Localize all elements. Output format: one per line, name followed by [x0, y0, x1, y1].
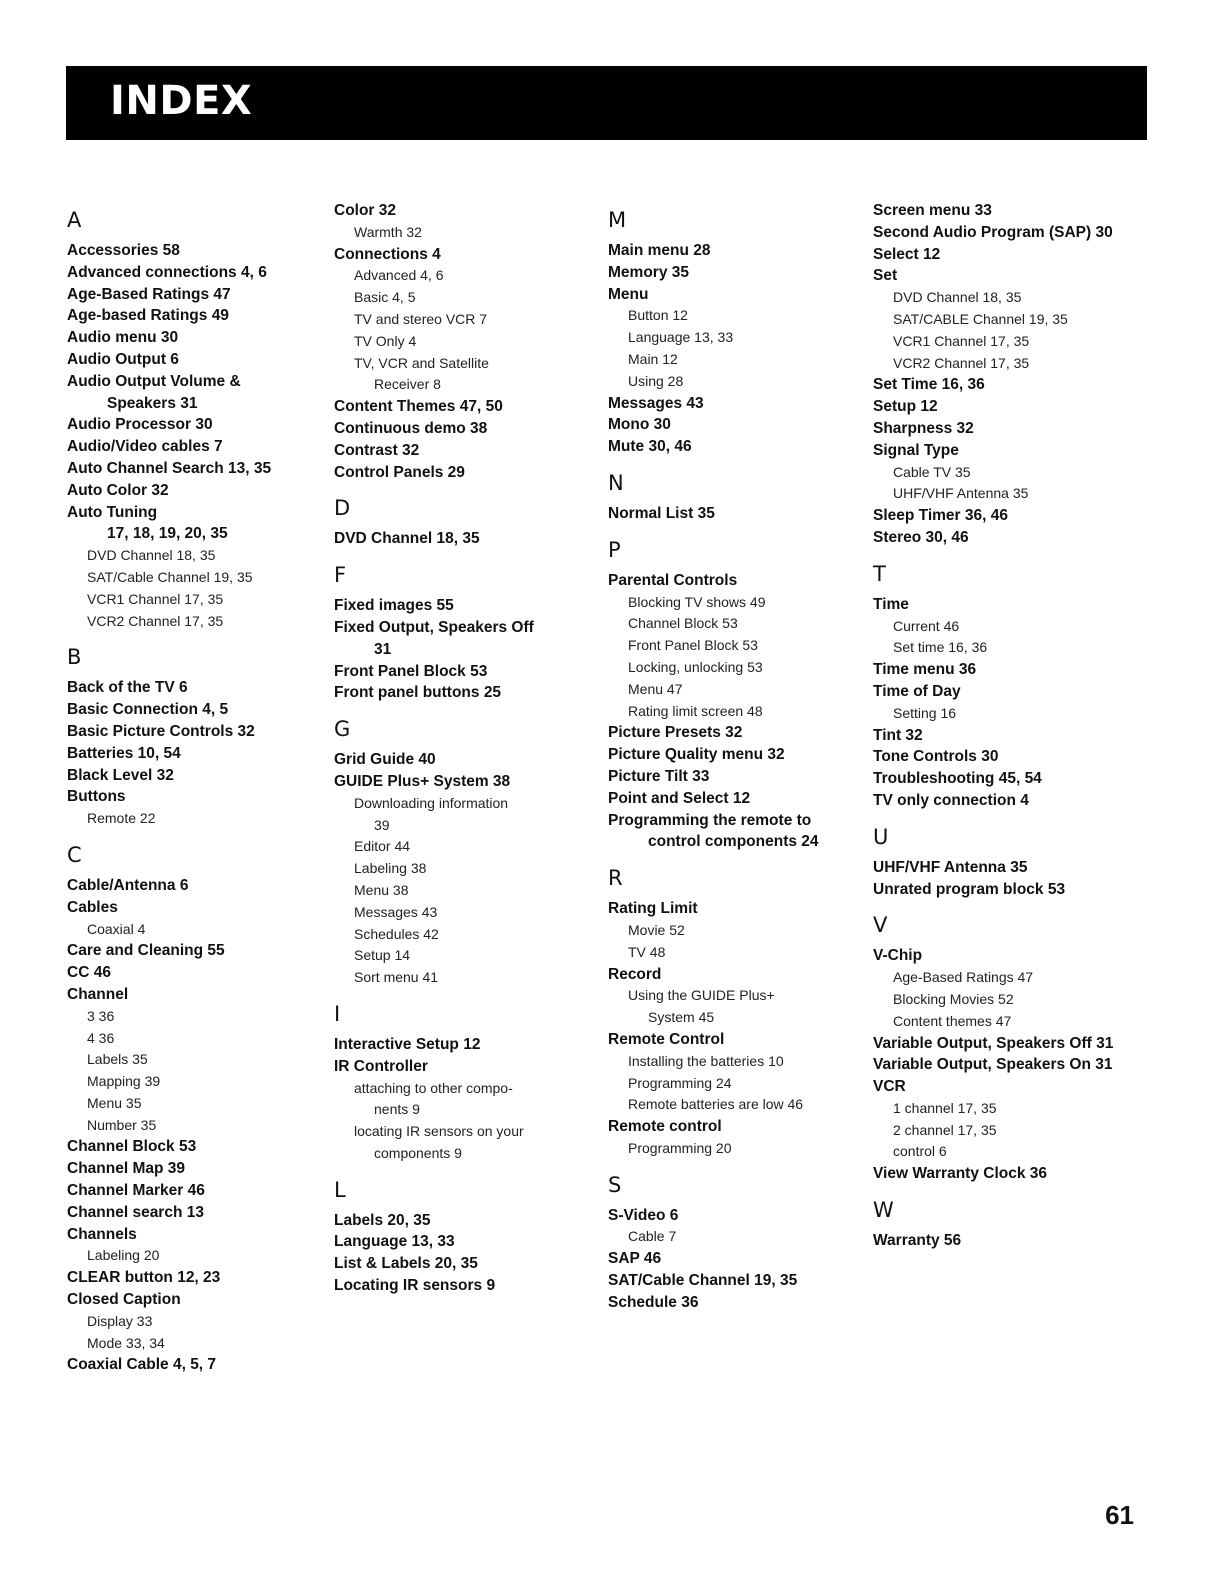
index-subentry: TV 48 — [628, 943, 666, 960]
index-entry: Time of Day — [873, 682, 961, 700]
index-subentry-continuation: components 9 — [374, 1144, 462, 1161]
index-subentry: Movie 52 — [628, 921, 685, 938]
index-entry: DVD Channel 18, 35 — [334, 530, 480, 548]
index-subentry: Channel Block 53 — [628, 615, 738, 632]
index-entry: Memory 35 — [608, 263, 689, 281]
section-letter: L — [334, 1177, 346, 1202]
index-entry: S-Video 6 — [608, 1206, 679, 1224]
index-entry: Sleep Timer 36, 46 — [873, 507, 1008, 525]
index-subentry: TV Only 4 — [354, 332, 417, 349]
index-subentry: Labeling 20 — [87, 1247, 160, 1264]
index-subentry: VCR1 Channel 17, 35 — [87, 590, 224, 607]
index-column-3 — [608, 200, 858, 1314]
index-entry: Tone Controls 30 — [873, 748, 999, 766]
index-entry: IR Controller — [334, 1057, 428, 1075]
index-subentry: Main 12 — [628, 350, 678, 367]
index-entry: Audio/Video cables 7 — [67, 438, 223, 456]
index-entry: Stereo 30, 46 — [873, 528, 969, 546]
index-subentry: TV and stereo VCR 7 — [354, 310, 488, 327]
index-entry: Fixed images 55 — [334, 597, 454, 615]
index-entry: Language 13, 33 — [334, 1233, 455, 1251]
index-entry: Set Time 16, 36 — [873, 376, 985, 394]
index-entry: Fixed Output, Speakers Off — [334, 618, 534, 636]
index-subentry: Editor 44 — [354, 838, 411, 855]
index-entry: Picture Tilt 33 — [608, 767, 710, 785]
index-entry: Continuous demo 38 — [334, 419, 488, 437]
index-entry: Channel Block 53 — [67, 1138, 197, 1156]
index-subentry: VCR1 Channel 17, 35 — [893, 332, 1030, 349]
index-entry: Schedule 36 — [608, 1293, 699, 1311]
index-subentry: Content themes 47 — [893, 1012, 1012, 1029]
index-subentry: Locking, unlocking 53 — [628, 658, 763, 675]
index-entry: Time — [873, 595, 909, 613]
index-entry-continuation: 17, 18, 19, 20, 35 — [107, 525, 228, 543]
index-entry: V-Chip — [873, 947, 923, 965]
index-subentry: Blocking Movies 52 — [893, 990, 1014, 1007]
index-subentry: Set time 16, 36 — [893, 639, 988, 656]
section-letter: T — [873, 561, 886, 586]
section-letter: W — [873, 1198, 894, 1223]
index-subentry: Remote batteries are low 46 — [628, 1096, 804, 1113]
section-letter: D — [334, 496, 351, 521]
index-entry: Audio Output Volume & — [67, 372, 241, 390]
index-subentry: Current 46 — [893, 617, 960, 634]
index-entry: Age-Based Ratings 47 — [67, 285, 231, 303]
index-entry: Connections 4 — [334, 245, 441, 263]
section-letter: S — [608, 1172, 622, 1197]
index-subentry: Basic 4, 5 — [354, 289, 416, 306]
index-entry: Set — [873, 267, 898, 285]
index-entry: Picture Quality menu 32 — [608, 746, 785, 764]
index-entry: Back of the TV 6 — [67, 679, 188, 697]
index-entry: Channel — [67, 985, 129, 1003]
index-entry: Remote Control — [608, 1030, 725, 1048]
index-entry: List & Labels 20, 35 — [334, 1255, 478, 1273]
index-entry: Advanced connections 4, 6 — [67, 263, 267, 281]
index-entry: Channel Marker 46 — [67, 1182, 205, 1200]
index-entry: Audio menu 30 — [67, 329, 179, 347]
index-subentry: attaching to other compo- — [354, 1079, 513, 1096]
index-subentry: Display 33 — [87, 1312, 153, 1329]
index-subentry: 1 channel 17, 35 — [893, 1099, 997, 1116]
index-subentry: Rating limit screen 48 — [628, 702, 763, 719]
index-subentry: 3 36 — [87, 1007, 115, 1024]
index-entry: Buttons — [67, 788, 126, 806]
index-entry: Auto Color 32 — [67, 481, 169, 499]
index-entry: SAT/Cable Channel 19, 35 — [608, 1272, 798, 1290]
index-subentry: VCR2 Channel 17, 35 — [87, 612, 224, 629]
index-entry: Age-based Ratings 49 — [67, 307, 229, 325]
index-entry: Audio Processor 30 — [67, 416, 213, 434]
index-entry: View Warranty Clock 36 — [873, 1165, 1048, 1183]
index-subentry: Number 35 — [87, 1116, 157, 1133]
index-entry: UHF/VHF Antenna 35 — [873, 858, 1028, 876]
index-entry: Batteries 10, 54 — [67, 744, 181, 762]
index-entry: Signal Type — [873, 441, 959, 459]
index-subentry: Schedules 42 — [354, 925, 439, 942]
index-subentry: Messages 43 — [354, 903, 438, 920]
index-entry: CLEAR button 12, 23 — [67, 1269, 221, 1287]
index-column-2 — [334, 200, 589, 1297]
index-subentry: Front Panel Block 53 — [628, 637, 758, 654]
section-letter: M — [608, 208, 627, 232]
index-entry: Sharpness 32 — [873, 419, 974, 437]
index-subentry: Programming 20 — [628, 1139, 732, 1156]
index-entry: Variable Output, Speakers Off 31 — [873, 1034, 1114, 1052]
index-entry: Locating IR sensors 9 — [334, 1277, 496, 1295]
section-letter: R — [608, 866, 623, 891]
index-entry: Cable/Antenna 6 — [67, 876, 189, 894]
index-entry: Grid Guide 40 — [334, 751, 436, 769]
index-entry: Select 12 — [873, 245, 941, 263]
index-entry: Tint 32 — [873, 726, 923, 744]
index-subentry-continuation: System 45 — [648, 1009, 715, 1026]
index-entry: Basic Connection 4, 5 — [67, 701, 229, 719]
index-entry: Rating Limit — [608, 900, 698, 918]
index-subentry: Warmth 32 — [354, 223, 422, 240]
index-entry: Time menu 36 — [873, 661, 977, 679]
section-letter: I — [334, 1001, 341, 1026]
index-entry: CC 46 — [67, 964, 111, 982]
index-entry: Parental Controls — [608, 571, 738, 589]
index-subentry: Sort menu 41 — [354, 969, 439, 986]
index-entry: Unrated program block 53 — [873, 880, 1066, 898]
index-entry: Labels 20, 35 — [334, 1211, 431, 1229]
index-subentry: 2 channel 17, 35 — [893, 1121, 997, 1138]
index-entry: Channel Map 39 — [67, 1160, 185, 1178]
index-subentry: Using 28 — [628, 372, 684, 389]
index-banner — [66, 66, 1147, 140]
index-entry: Color 32 — [334, 202, 397, 219]
index-subentry: Programming 24 — [628, 1074, 732, 1091]
index-entry: Black Level 32 — [67, 766, 174, 784]
section-letter: B — [67, 645, 82, 670]
index-entry: Setup 12 — [873, 398, 938, 416]
index-subentry: Mode 33, 34 — [87, 1334, 165, 1351]
index-entry: Channels — [67, 1225, 137, 1243]
index-entry: Normal List 35 — [608, 504, 715, 522]
index-entry: Audio Output 6 — [67, 350, 179, 368]
index-entry: Mono 30 — [608, 416, 671, 434]
index-entry: Programming the remote to — [608, 811, 812, 829]
index-subentry: Mapping 39 — [87, 1073, 161, 1090]
index-entry: Channel search 13 — [67, 1203, 204, 1221]
index-subentry: Menu 38 — [354, 881, 409, 898]
index-column-1 — [67, 200, 317, 1376]
section-letter: F — [334, 563, 347, 588]
index-subentry: SAT/CABLE Channel 19, 35 — [893, 310, 1068, 327]
section-letter: C — [67, 842, 82, 867]
index-subentry: Age-Based Ratings 47 — [893, 969, 1034, 986]
index-subentry: VCR2 Channel 17, 35 — [893, 354, 1030, 371]
index-subentry: Menu 35 — [87, 1094, 142, 1111]
index-entry: SAP 46 — [608, 1250, 662, 1268]
index-subentry: Downloading information — [354, 794, 509, 811]
index-entry: Accessories 58 — [67, 242, 180, 259]
page-title: INDEX — [110, 78, 253, 124]
section-letter: U — [873, 824, 889, 849]
index-subentry-continuation: 39 — [374, 816, 390, 833]
index-entry: Front Panel Block 53 — [334, 662, 488, 680]
index-subentry: Using the GUIDE Plus+ — [628, 987, 775, 1004]
index-subentry: control 6 — [893, 1143, 947, 1160]
index-subentry: locating IR sensors on your — [354, 1123, 524, 1140]
index-entry: Main menu 28 — [608, 242, 711, 259]
index-entry: VCR — [873, 1078, 906, 1096]
section-letter: P — [608, 537, 621, 562]
section-letter: A — [67, 208, 82, 232]
index-subentry: UHF/VHF Antenna 35 — [893, 485, 1029, 502]
index-entry: Screen menu 33 — [873, 202, 992, 219]
index-subentry: SAT/Cable Channel 19, 35 — [87, 568, 253, 585]
index-subentry-continuation: nents 9 — [374, 1101, 420, 1118]
index-entry: GUIDE Plus+ System 38 — [334, 772, 511, 790]
index-subentry: TV, VCR and Satellite — [354, 354, 489, 371]
index-subentry: DVD Channel 18, 35 — [893, 289, 1022, 306]
index-entry: Point and Select 12 — [608, 789, 751, 807]
index-subentry: Labeling 38 — [354, 860, 427, 877]
index-entry: Picture Presets 32 — [608, 724, 743, 742]
index-entry: Remote control — [608, 1118, 722, 1136]
index-entry: Second Audio Program (SAP) 30 — [873, 223, 1113, 241]
section-letter: G — [334, 717, 351, 742]
index-subentry: Remote 22 — [87, 810, 156, 827]
index-entry: Basic Picture Controls 32 — [67, 722, 255, 740]
index-subentry: Labels 35 — [87, 1051, 148, 1068]
index-entry: Menu — [608, 285, 649, 303]
index-subentry: Language 13, 33 — [628, 329, 734, 346]
index-subentry: DVD Channel 18, 35 — [87, 547, 216, 564]
index-subentry: Cable 7 — [628, 1228, 677, 1245]
index-subentry: Button 12 — [628, 307, 688, 324]
index-entry: Control Panels 29 — [334, 463, 465, 481]
index-entry-continuation: 31 — [374, 640, 392, 658]
index-subentry-continuation: Receiver 8 — [374, 376, 441, 393]
index-entry: Auto Tuning — [67, 503, 158, 521]
index-subentry: Coaxial 4 — [87, 920, 146, 937]
index-entry: Care and Cleaning 55 — [67, 942, 225, 960]
section-letter: N — [608, 470, 624, 495]
page-number: 61 — [1105, 1500, 1134, 1530]
index-entry: Cables — [67, 898, 118, 916]
index-subentry: 4 36 — [87, 1029, 115, 1046]
section-letter: V — [873, 913, 888, 938]
index-entry: Contrast 32 — [334, 441, 420, 459]
index-entry: Coaxial Cable 4, 5, 7 — [67, 1356, 217, 1374]
index-entry: Record — [608, 965, 662, 983]
index-entry-continuation: control components 24 — [648, 833, 819, 851]
index-entry: Front panel buttons 25 — [334, 684, 502, 702]
index-entry: TV only connection 4 — [873, 791, 1029, 809]
index-entry: Auto Channel Search 13, 35 — [67, 459, 272, 477]
index-entry: Variable Output, Speakers On 31 — [873, 1056, 1113, 1074]
index-subentry: Installing the batteries 10 — [628, 1052, 784, 1069]
index-entry: Interactive Setup 12 — [334, 1035, 481, 1053]
index-column-4 — [873, 200, 1173, 1252]
index-entry: Warranty 56 — [873, 1232, 962, 1250]
index-subentry: Advanced 4, 6 — [354, 267, 444, 284]
index-entry: Messages 43 — [608, 394, 704, 412]
index-subentry: Blocking TV shows 49 — [628, 593, 766, 610]
index-entry: Closed Caption — [67, 1291, 181, 1309]
index-entry: Troubleshooting 45, 54 — [873, 770, 1042, 788]
index-subentry: Cable TV 35 — [893, 463, 971, 480]
index-entry: Content Themes 47, 50 — [334, 398, 503, 416]
index-subentry: Setup 14 — [354, 947, 411, 964]
index-subentry: Setting 16 — [893, 704, 957, 721]
index-entry-continuation: Speakers 31 — [107, 394, 198, 412]
index-subentry: Menu 47 — [628, 680, 683, 697]
index-entry: Mute 30, 46 — [608, 438, 692, 456]
